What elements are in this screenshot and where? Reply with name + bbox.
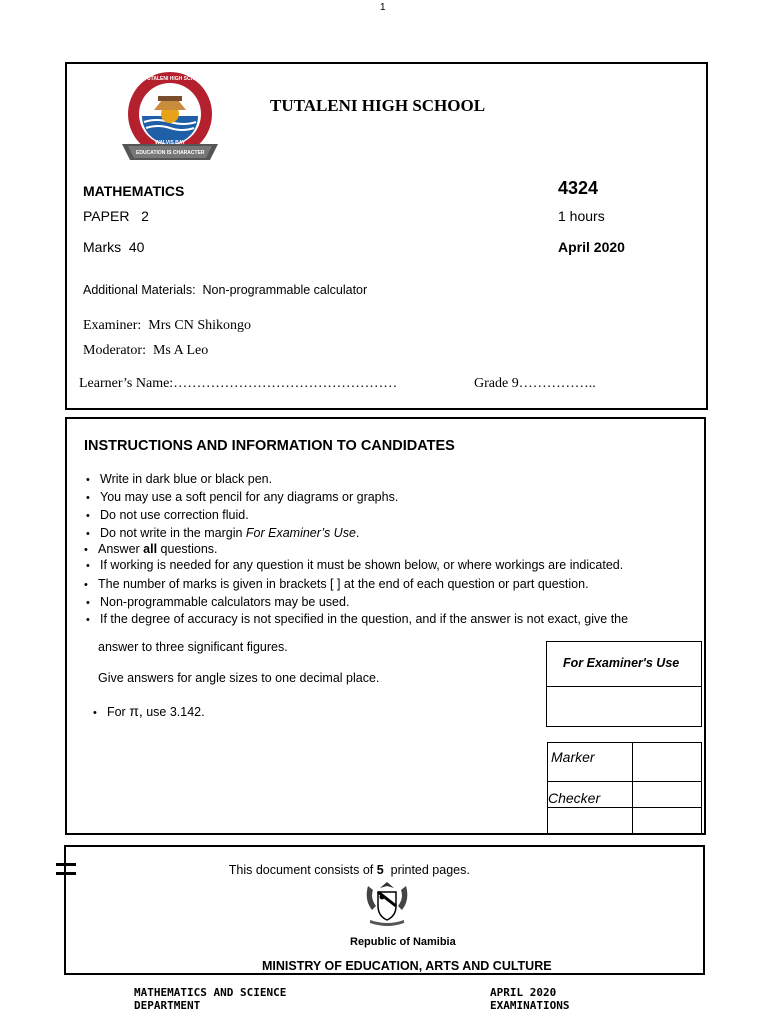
instruction-item: • Do not write in the margin For Examiner’s Use. <box>86 526 360 540</box>
instruction-item: • You may use a soft pencil for any diagrams or graphs. <box>86 490 399 504</box>
instructions-heading: INSTRUCTIONS AND INFORMATION TO CANDIDATES <box>84 438 455 454</box>
bullet-icon: • <box>86 614 90 626</box>
logo-arc-bottom-text: WALVIS BAY <box>155 140 186 146</box>
checker-sign-cell[interactable] <box>632 781 702 808</box>
checker-extra-cell <box>547 807 633 834</box>
bullet-icon: • <box>86 492 90 504</box>
page-count: This document consists of 5 printed pages. <box>228 863 470 877</box>
bullet-icon: • <box>86 597 90 609</box>
instruction-item: • Non-programmable calculators may be used. <box>86 595 350 609</box>
paper-code: 4324 <box>558 178 599 198</box>
grade-field[interactable]: Grade 9…………….. <box>474 376 596 391</box>
instruction-item: • If working is needed for any question it must be shown below, or where workings are indicated. <box>86 558 624 572</box>
school-name: TUTALENI HIGH SCHOOL <box>270 96 486 115</box>
logo-arc-top-text: TUTALENI HIGH SCHOOL <box>144 76 206 82</box>
page-number: 1 <box>380 2 386 13</box>
pi-symbol: π, <box>129 703 143 719</box>
republic-label: Republic of Namibia <box>350 936 456 948</box>
total-marks: Marks 40 <box>83 239 145 255</box>
bullet-icon: • <box>86 510 90 522</box>
accuracy-continuation: answer to three significant figures. <box>98 640 288 654</box>
margin-mark-icon <box>56 863 76 875</box>
additional-materials: Additional Materials: Non-programmable calculator <box>83 283 368 297</box>
checker-extra-sign-cell <box>632 807 702 834</box>
duration: 1 hours <box>558 208 605 224</box>
marker-sign-cell[interactable] <box>632 742 702 782</box>
bullet-icon: • <box>86 474 90 486</box>
bullet-icon: • <box>84 579 88 591</box>
logo-ribbon-text: EDUCATION IS CHARACTER <box>136 150 205 156</box>
examiner-use-title: For Examiner's Use <box>563 656 680 670</box>
instruction-item: • Do not use correction fluid. <box>86 508 249 522</box>
checker-label: Checker <box>548 790 601 806</box>
ministry-label: MINISTRY OF EDUCATION, ARTS AND CULTURE <box>262 959 552 973</box>
moderator: Moderator: Ms A Leo <box>83 343 209 358</box>
exam-date: April 2020 <box>558 239 625 255</box>
examiner-use-score-cell[interactable] <box>546 686 702 727</box>
pi-instruction: • For π, use 3.142. <box>92 703 205 719</box>
paper-number: PAPER 2 <box>83 208 149 224</box>
bullet-icon: • <box>84 544 88 556</box>
subject: MATHEMATICS <box>83 183 185 199</box>
angle-instruction: Give answers for angle sizes to one decimal place. <box>98 671 380 685</box>
instruction-item: • Answer all questions. <box>84 542 218 556</box>
instruction-item: • The number of marks is given in brackets [ ] at the end of each question or part question. <box>84 577 589 591</box>
examiner: Examiner: Mrs CN Shikongo <box>83 318 251 333</box>
bullet-icon: • <box>92 707 97 719</box>
bullet-icon: • <box>86 528 90 540</box>
bullet-icon: • <box>86 560 90 572</box>
marker-label: Marker <box>551 749 595 765</box>
examination-label: APRIL 2020 EXAMINATIONS <box>490 986 570 1012</box>
coat-of-arms-icon <box>360 876 414 928</box>
department-label: MATHEMATICS AND SCIENCE DEPARTMENT <box>134 986 287 1012</box>
instruction-item: • Write in dark blue or black pen. <box>86 472 273 486</box>
instruction-item: • If the degree of accuracy is not specified in the question, and if the answer is not exact, give the <box>86 612 629 626</box>
learner-name-field[interactable]: Learner’s Name:………………………………………… <box>79 376 398 391</box>
